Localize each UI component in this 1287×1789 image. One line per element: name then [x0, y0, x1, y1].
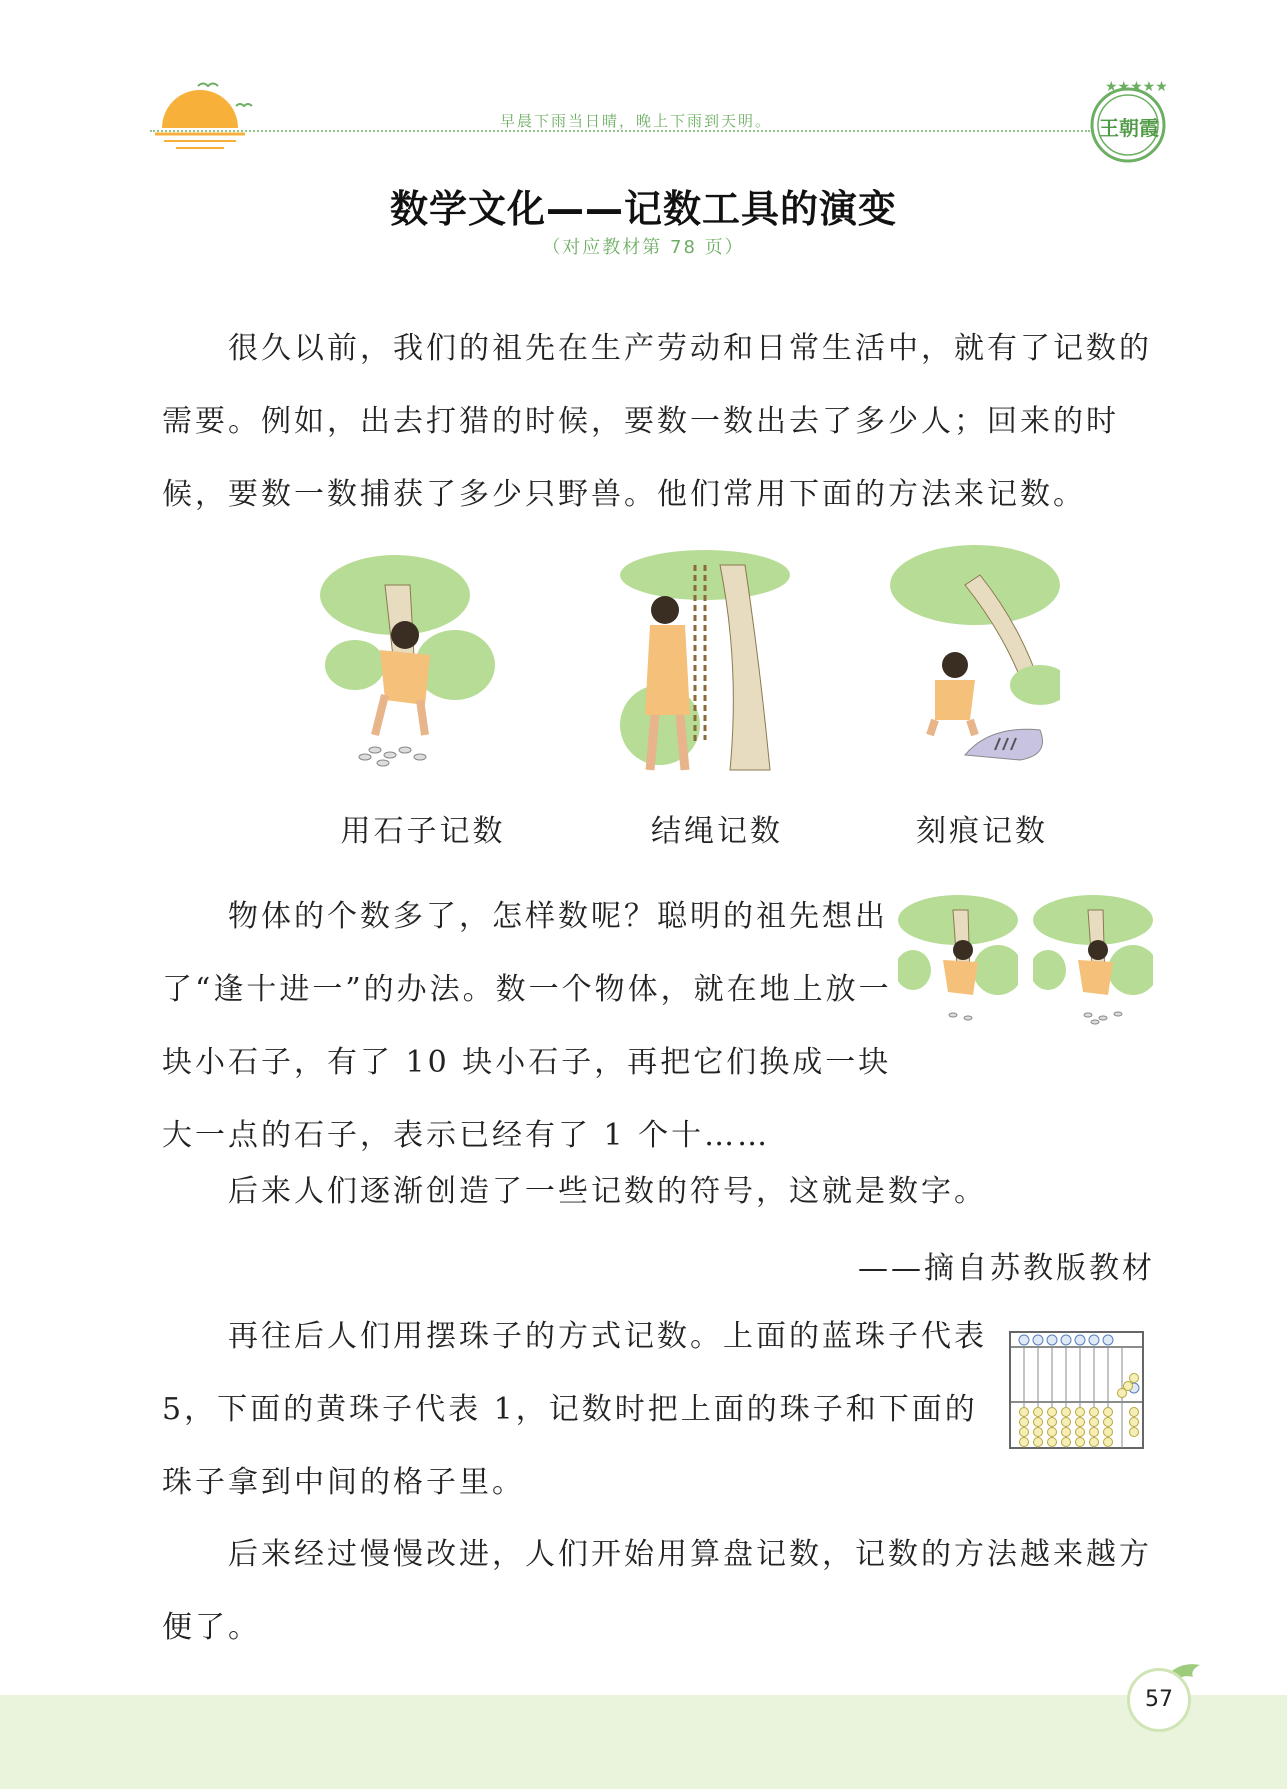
- paragraph-digits: 后来人们逐渐创造了一些记数的符号，这就是数字。: [228, 1174, 987, 1209]
- notch-counting-illustration: [890, 545, 1060, 775]
- caption-notch: 刻痕记数: [916, 814, 1048, 849]
- paragraph-abacus: 后来经过慢慢改进，人们开始用算盘记数，记数的方法越来越方便了。: [162, 1537, 1152, 1645]
- source-citation: ——摘自苏教版教材: [858, 1251, 1155, 1286]
- page-number: 57: [1127, 1668, 1191, 1732]
- paragraph-beads: 再往后人们用摆珠子的方式记数。上面的蓝珠子代表 5，下面的黄珠子代表 1，记数时把上面的珠子和下面的珠子拿到中间的格子里。: [162, 1319, 987, 1500]
- paragraph-ten-rule: 物体的个数多了，怎样数呢？聪明的祖先想出了“逢十进一”的办法。数一个物体，就在地上放一块小石子，有了 10 块小石子，再把它们换成一块大一点的石子，表示已经有了 1 个十……: [162, 899, 892, 1153]
- paragraph-intro: 很久以前，我们的祖先在生产劳动和日常生活中，就有了记数的需要。例如，出去打猎的时候，要数一数出去了多少人；回来的时候，要数一数捕获了多少只野兽。他们常用下面的方法来记数。: [162, 331, 1152, 512]
- caption-knot: 结绳记数: [651, 814, 783, 849]
- knot-counting-illustration: [620, 545, 790, 775]
- stones-illustration-left: [898, 890, 1018, 1030]
- brand-name: 王朝霞: [1099, 116, 1159, 140]
- page-subtitle: （对应教材第 78 页）: [542, 237, 745, 258]
- caption-stone: 用石子记数: [340, 814, 506, 849]
- page-title: 数学文化——记数工具的演变: [389, 187, 897, 231]
- svg-text:★★★★★: ★★★★★: [1105, 79, 1168, 95]
- header-proverb: 早晨下雨当日晴，晚上下雨到天明。: [500, 112, 773, 130]
- stones-illustration-right: [1033, 890, 1153, 1030]
- stone-counting-illustration: [315, 545, 495, 775]
- bead-frame-illustration: [1008, 1330, 1145, 1450]
- footer-band: [0, 1695, 1287, 1789]
- sun-logo-icon: [150, 78, 260, 153]
